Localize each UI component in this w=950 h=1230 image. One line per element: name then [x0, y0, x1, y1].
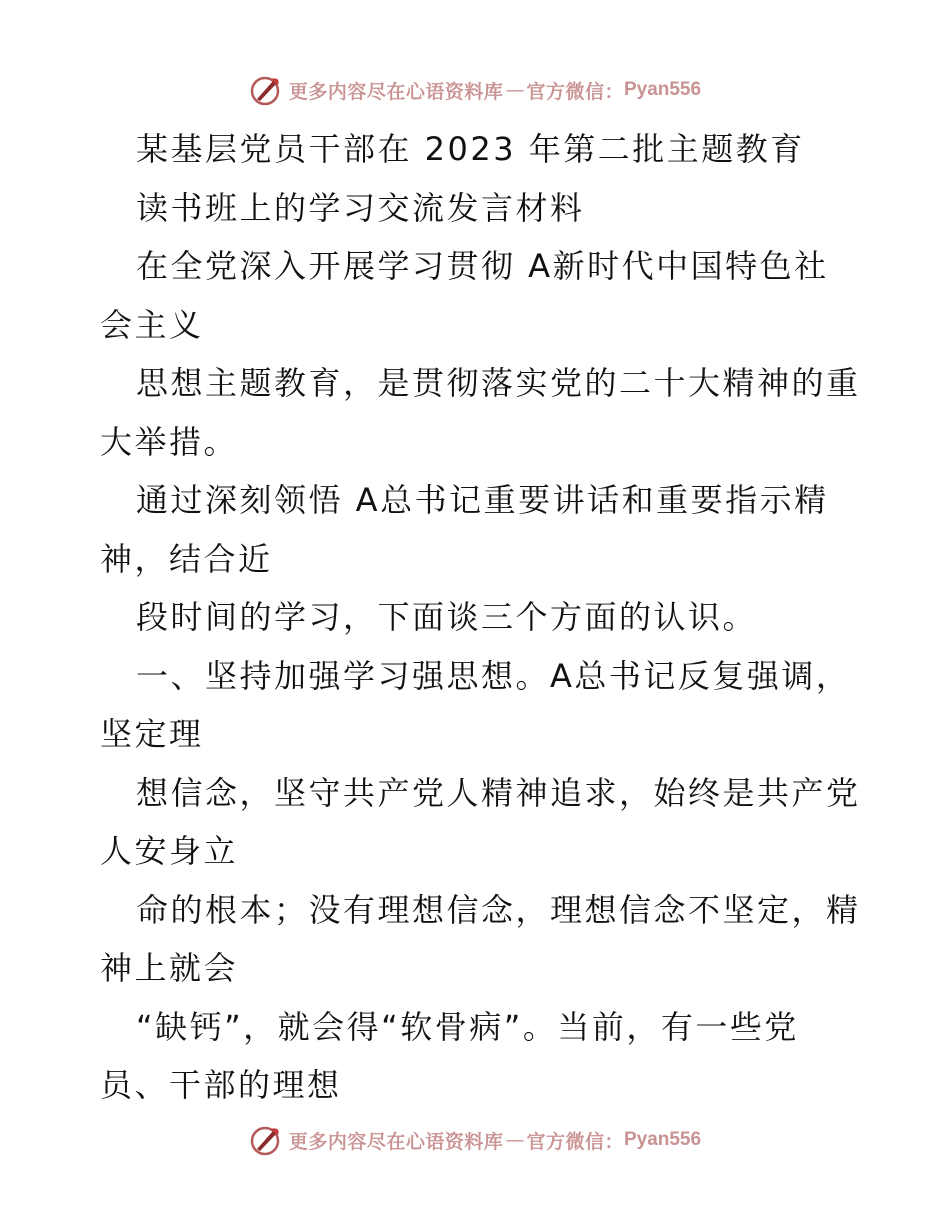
text-line: 人安身立: [100, 832, 239, 870]
banner-text: 更多内容尽在心语资料库: [288, 1130, 504, 1153]
text-line: 通过深刻领悟 A总书记重要讲话和重要指示精: [136, 481, 829, 519]
text-line: 员、干部的理想: [100, 1066, 342, 1104]
text-line: 会主义: [100, 305, 204, 344]
text-line: 某基层党员干部在 2023 年第二批主题教育: [136, 130, 805, 168]
banner-separator: —: [505, 79, 525, 101]
text-line: 神，结合近: [100, 539, 273, 578]
text-line: “缺钙”，就会得“软骨病”。当前，有一些党: [136, 1007, 799, 1046]
text-line: 思想主题教育，是贯彻落实党的二十大精神的重: [136, 364, 861, 402]
text-line: 在全党深入开展学习贯彻 A新时代中国特色社: [136, 247, 829, 285]
text-line: 想信念，坚守共产党人精神追求，始终是共产党: [136, 773, 861, 812]
text-line: 段时间的学习，下面谈三个方面的认识。: [136, 598, 758, 636]
quill-logo-icon: [249, 73, 283, 107]
quill-logo-icon: [249, 1123, 283, 1157]
banner-contact-id: Pyan556: [623, 1129, 702, 1150]
document-body: [100, 120, 860, 1115]
text-line: 读书班上的学习交流发言材料: [136, 188, 585, 227]
text-line: 一、坚持加强学习强思想。A总书记反复强调，: [136, 656, 851, 695]
text-line: 命的根本；没有理想信念，理想信念不坚定，精: [136, 890, 861, 929]
header-banner: [0, 70, 950, 110]
text-line: 神上就会: [100, 949, 239, 987]
banner-contact-label: 官方微信：: [526, 80, 624, 103]
banner-contact-id: Pyan556: [623, 79, 702, 100]
footer-banner: [0, 1120, 950, 1160]
text-line: 坚定理: [100, 715, 204, 753]
banner-separator: —: [505, 1129, 525, 1151]
text-line: 大举措。: [100, 422, 239, 461]
banner-text: 更多内容尽在心语资料库: [288, 80, 504, 103]
banner-contact-label: 官方微信：: [526, 1130, 624, 1153]
